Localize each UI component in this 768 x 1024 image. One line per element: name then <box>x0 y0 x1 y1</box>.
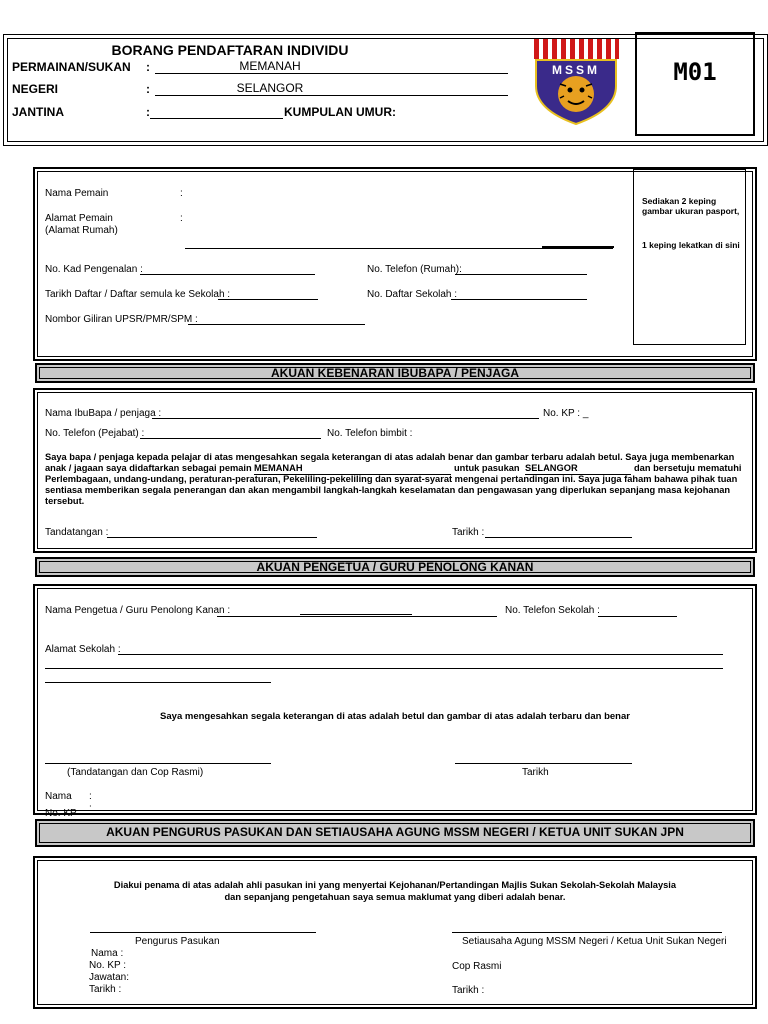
form-code: M01 <box>673 58 717 86</box>
logo-text: MSSM <box>552 63 600 77</box>
principal-banner: AKUAN PENGETUA / GURU PENOLONG KANAN <box>35 557 755 577</box>
mssm-logo <box>530 38 622 126</box>
parent-sport-value[interactable]: MEMANAH <box>254 463 303 473</box>
parent-date-label: Tarikh : <box>452 527 485 538</box>
reg-date-line[interactable] <box>218 299 318 300</box>
school-phone-line[interactable] <box>598 616 677 617</box>
field-value-state[interactable]: SELANGOR <box>236 81 304 95</box>
school-address-line-1[interactable] <box>118 654 723 655</box>
secretary-tarikh: Tarikh : <box>452 985 485 996</box>
office-phone-label: No. Telefon (Pejabat) : <box>45 428 145 439</box>
principal-name-line[interactable] <box>217 616 497 617</box>
player-address-label: Alamat Pemain <box>45 213 113 224</box>
principal-signature-label: (Tandatangan dan Cop Rasmi) <box>67 767 204 778</box>
ic-label: No. Kad Pengenalan : <box>45 264 143 275</box>
manager-jawatan: Jawatan: <box>89 972 130 983</box>
manager-signature-line[interactable] <box>90 932 316 933</box>
age-group-label: KUMPULAN UMUR: <box>284 105 396 119</box>
principal-name-line-mark <box>300 614 412 615</box>
player-address-line-short <box>542 246 614 248</box>
principal-kp-clip <box>45 803 145 819</box>
photo-note-2: 1 keping lekatkan di sini <box>642 240 740 250</box>
form-title: BORANG PENDAFTARAN INDIVIDU <box>111 42 349 58</box>
parent-name-label: Nama IbuBapa / penjaga : <box>45 408 162 419</box>
parent-kp-label: No. KP : _ <box>543 408 589 419</box>
reg-date-label: Tarikh Daftar / Daftar semula ke Sekolah : <box>45 289 231 300</box>
school-address-line-3[interactable] <box>45 682 271 683</box>
parent-date-line[interactable] <box>485 537 632 538</box>
player-address-line[interactable] <box>185 248 613 249</box>
manager-label: Pengurus Pasukan <box>135 936 220 947</box>
player-name-label: Nama Pemain <box>45 188 109 199</box>
school-reg-line[interactable] <box>451 299 587 300</box>
photo-note-1: Sediakan 2 keping gambar ukuran pasport, <box>642 196 740 216</box>
manager-banner <box>35 819 755 847</box>
field-label-sport: PERMAINAN/SUKAN <box>12 60 131 74</box>
exam-no-line[interactable] <box>188 324 365 325</box>
principal-date-line[interactable] <box>455 763 632 764</box>
parent-decl-line-2c: dan bersetuju mematuhi <box>634 463 742 473</box>
school-reg-label: No. Daftar Sekolah : <box>367 289 458 300</box>
parent-decl-line-4: sentiasa memberikan segala penerangan dan akan mengambil langkah-langkah keselamatan dan pengawasan yang diperlukan sepanjang masa kejohanan <box>45 485 731 495</box>
parent-decl-line-2a: anak / jagaan saya didaftarkan sebagai pemain <box>45 463 252 473</box>
school-address-label: Alamat Sekolah : <box>45 644 121 655</box>
parent-team-value[interactable]: SELANGOR <box>525 463 578 473</box>
mobile-label: No. Telefon bimbit : <box>327 428 413 439</box>
field-colon-state: : <box>146 82 150 96</box>
principal-date-label: Tarikh <box>522 767 549 778</box>
manager-banner-text: AKUAN PENGURUS PASUKAN DAN SETIAUSAHA AGUNG MSSM NEGERI / KETUA UNIT SUKAN JPN <box>106 825 684 839</box>
parent-name-line[interactable] <box>152 418 539 419</box>
field-line-state <box>155 95 508 96</box>
phone-home-line[interactable] <box>455 274 587 275</box>
secretary-signature-line[interactable] <box>452 932 722 933</box>
parent-decl-line-3: Perlembagaan, undang-undang, peraturan-peraturan, Pekeliling-pekeliling dan syarat-syarat mengenai pertandingan ini. Saya juga faham bahawa pihak tuan <box>45 474 738 484</box>
manager-nama: Nama : <box>91 948 124 959</box>
player-address-sub: (Alamat Rumah) <box>45 225 118 236</box>
secretary-label: Setiausaha Agung MSSM Negeri / Ketua Unit Sukan Negeri <box>462 936 727 947</box>
player-name-colon: : <box>180 188 183 199</box>
field-line-gender[interactable] <box>150 118 283 119</box>
principal-nama-colon: : <box>89 791 92 802</box>
manager-tarikh: Tarikh : <box>89 984 122 995</box>
principal-kp-label: No. KP <box>45 808 77 819</box>
manager-kp: No. KP : <box>89 960 127 971</box>
parent-decl-line-1: Saya bapa / penjaga kepada pelajar di atas mengesahkan segala keterangan di atas adalah benar dan gambar terbaru adalah betul. Saya juga membenarkan <box>45 452 735 462</box>
parent-signature-label: Tandatangan : <box>45 527 109 538</box>
field-line-sport <box>155 73 508 74</box>
school-address-line-2[interactable] <box>45 668 723 669</box>
principal-declaration: Saya mengesahkan segala keterangan di atas adalah betul dan gambar di atas adalah terbaru dan benar <box>160 711 630 722</box>
school-phone-label: No. Telefon Sekolah : <box>505 605 600 616</box>
field-label-gender: JANTINA <box>12 105 65 119</box>
manager-decl-2: dan sepanjang pengetahuan saya semua maklumat yang diberi adalah benar. <box>224 892 566 902</box>
field-label-state: NEGERI <box>12 82 59 96</box>
field-colon-gender: : <box>146 105 150 119</box>
phone-home-label: No. Telefon (Rumah): <box>367 264 462 275</box>
principal-signature-line[interactable] <box>45 763 271 764</box>
principal-nama-label: Nama <box>45 791 72 802</box>
field-value-sport[interactable]: MEMANAH <box>239 59 301 73</box>
manager-decl-1: Diakui penama di atas adalah ahli pasukan ini yang menyertai Kejohanan/Pertandingan Majlis Sukan Sekolah-Sekolah Malaysia <box>113 880 677 890</box>
principal-name-label: Nama Pengetua / Guru Penolong Kanan : <box>45 605 231 616</box>
office-phone-line[interactable] <box>140 438 321 439</box>
exam-no-label: Nombor Giliran UPSR/PMR/SPM : <box>45 314 198 325</box>
parent-signature-line[interactable] <box>107 537 317 538</box>
player-address-colon: : <box>180 213 183 224</box>
field-colon-sport: : <box>146 60 150 74</box>
parent-banner: AKUAN KEBENARAN IBUBAPA / PENJAGA <box>35 363 755 383</box>
parent-decl-line-5: tersebut. <box>45 496 85 506</box>
ic-line[interactable] <box>140 274 315 275</box>
secretary-cop: Cop Rasmi <box>452 961 502 972</box>
principal-kp-colon: : <box>89 803 92 814</box>
parent-decl-line-2b: untuk pasukan <box>454 463 520 473</box>
